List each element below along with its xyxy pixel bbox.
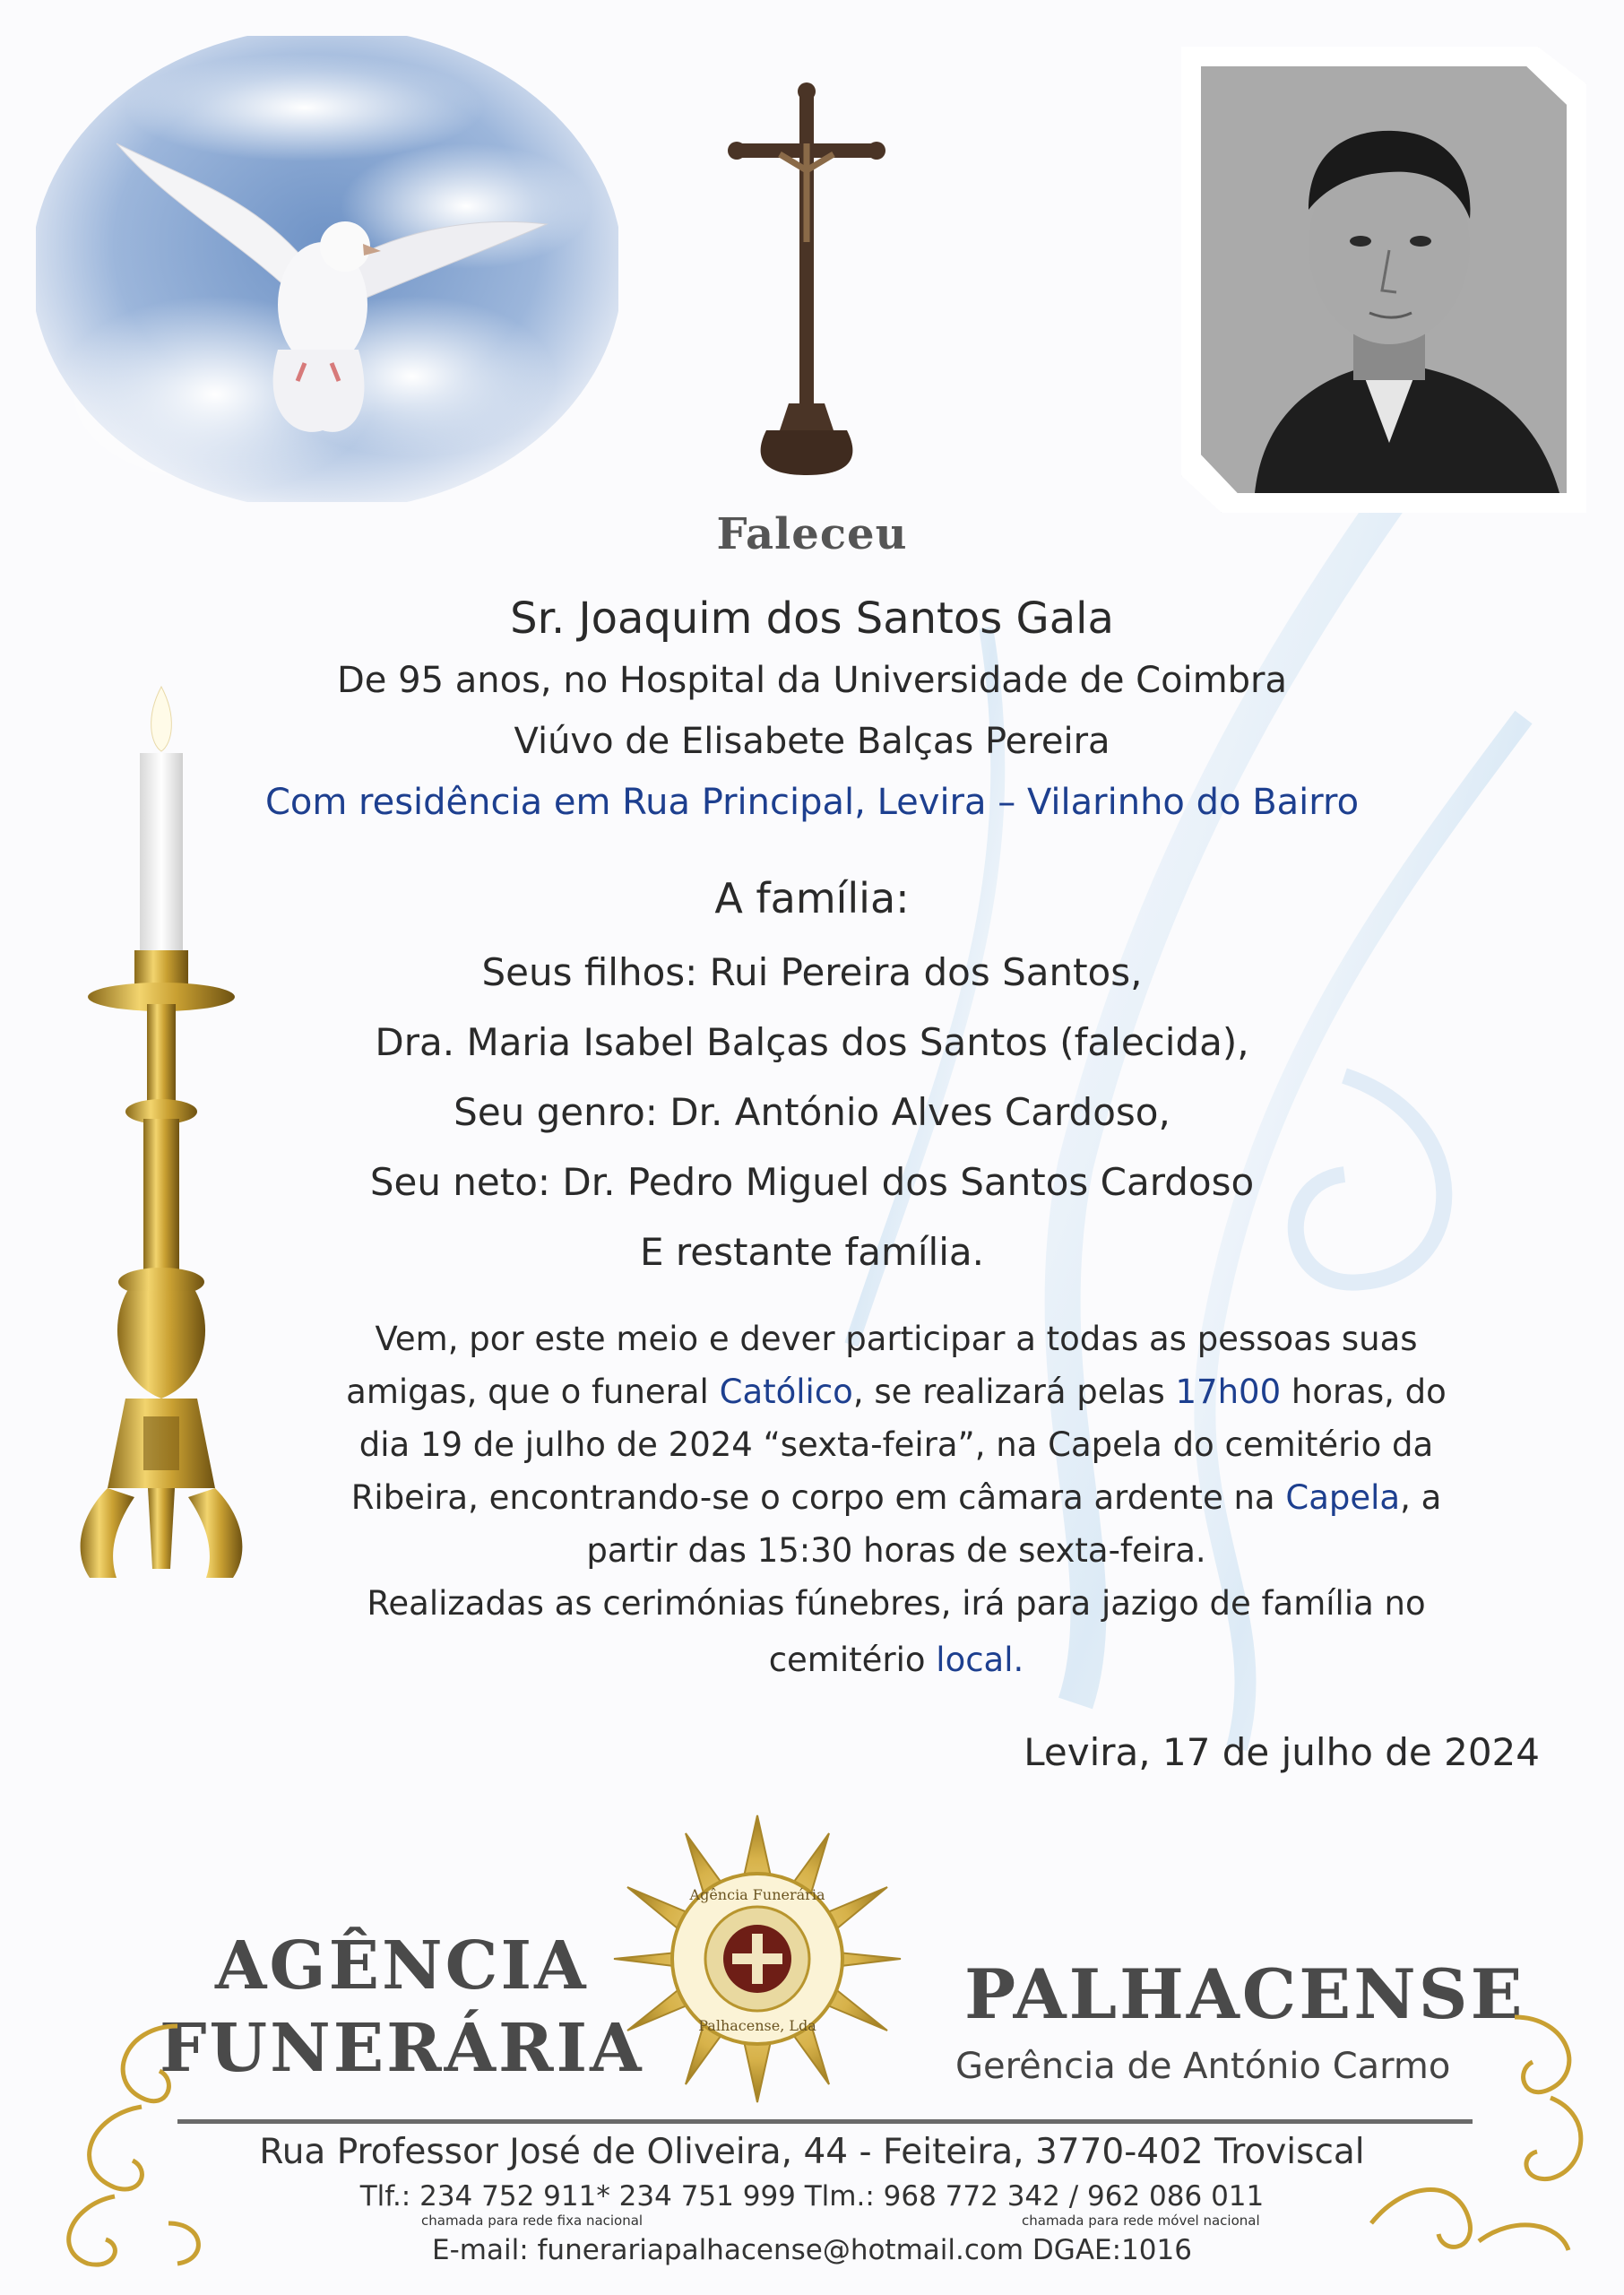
age-place-line: De 95 anos, no Hospital da Universidade de Coimbra xyxy=(337,660,1287,701)
family-title: A família: xyxy=(714,874,910,922)
agency-address: Rua Professor José de Oliveira, 44 - Feiteira, 3770-402 Troviscal xyxy=(259,2132,1365,2172)
crucifix-icon xyxy=(726,81,887,484)
agency-word-palhacense: PALHACENSE xyxy=(964,1954,1525,2034)
announcement-line: partir das 15:30 horas de sexta-feira. xyxy=(586,1531,1206,1570)
family-line-children: Seus filhos: Rui Pereira dos Santos, xyxy=(481,950,1143,994)
portrait-photo xyxy=(1181,47,1586,513)
agency-management: Gerência de António Carmo xyxy=(955,2046,1451,2087)
announcement-line: cemitério local. xyxy=(768,1641,1024,1679)
note-fixed-line: chamada para rede fixa nacional xyxy=(421,2213,644,2229)
family-line-son-in-law: Seu genro: Dr. António Alves Cardoso, xyxy=(454,1090,1170,1134)
agency-word-funeraria: FUNERÁRIA xyxy=(160,2010,644,2087)
announcement-paragraph xyxy=(278,1312,1515,1686)
announcement-line: amigas, que o funeral Católico, se realizará pelas 17h00 horas, do xyxy=(346,1373,1447,1411)
seal-text-bottom: Palhacense, Lda xyxy=(698,2017,816,2034)
announcement-line: Realizadas as cerimónias fúnebres, irá para jazigo de família no xyxy=(367,1584,1426,1623)
announcement-line: Vem, por este meio e dever participar a todas as pessoas suas xyxy=(375,1320,1418,1358)
heading-faleceu: Faleceu xyxy=(716,509,908,559)
note-mobile-line: chamada para rede móvel nacional xyxy=(1022,2213,1260,2229)
residence-line: Com residência em Rua Principal, Levira – Vilarinho do Bairro xyxy=(264,782,1360,823)
footer-divider xyxy=(177,2119,1473,2124)
agency-word-agencia: AGÊNCIA xyxy=(215,1927,589,2005)
widower-line: Viúvo de Elisabete Balças Pereira xyxy=(514,721,1110,762)
family-line-rest: E restante família. xyxy=(640,1230,984,1274)
dove-picture xyxy=(36,36,618,502)
deceased-name: Sr. Joaquim dos Santos Gala xyxy=(510,593,1114,644)
agency-email-dgae: E-mail: funerariapalhacense@hotmail.com DGAE:1016 xyxy=(432,2234,1192,2266)
place-date-line: Levira, 17 de julho de 2024 xyxy=(1024,1730,1540,1774)
family-line-daughter: Dra. Maria Isabel Balças dos Santos (falecida), xyxy=(375,1020,1249,1064)
announcement-line: Ribeira, encontrando-se o corpo em câmara ardente na Capela, a xyxy=(350,1478,1442,1517)
agency-seal-icon xyxy=(609,1811,905,2107)
family-line-grandson: Seu neto: Dr. Pedro Miguel dos Santos Cardoso xyxy=(369,1160,1255,1204)
seal-text-top: Agência Funerária xyxy=(689,1886,825,1903)
announcement-line: dia 19 de julho de 2024 “sexta-feira”, na Capela do cemitério da xyxy=(358,1425,1434,1464)
agency-phones: Tlf.: 234 752 911* 234 751 999 Tlm.: 968 772 342 / 962 086 011 xyxy=(359,2180,1265,2213)
